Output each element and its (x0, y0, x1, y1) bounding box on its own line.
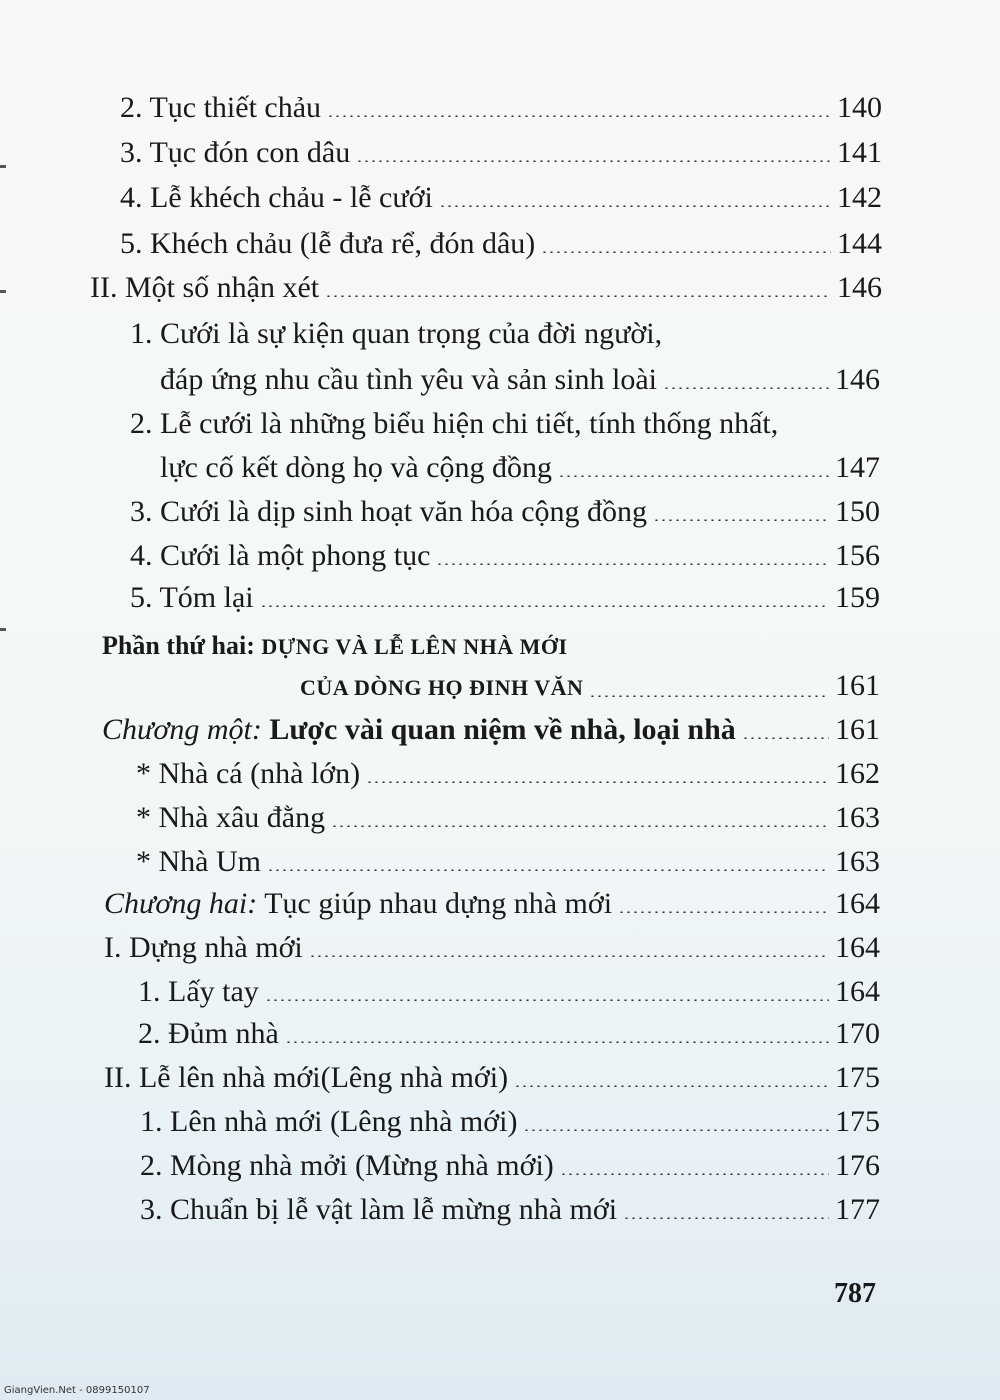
toc-entry-label: I. Dựng nhà mới (104, 931, 303, 964)
toc-entry-label: 5. Khéch chảu (lễ đưa rể, đón dâu) (120, 227, 536, 260)
dot-leader (356, 160, 831, 162)
dot-leader (653, 519, 829, 521)
toc-entry (120, 135, 882, 171)
toc-entry-label-line1: 2. Lễ cưới là những biểu hiện chi tiết, tính thống nhất, (130, 407, 779, 440)
toc-entry (130, 580, 880, 616)
dot-leader (267, 869, 829, 871)
dot-leader (331, 825, 829, 827)
toc-entry (102, 712, 880, 748)
toc-entry (138, 974, 880, 1010)
toc-entry (130, 494, 880, 530)
toc-entry (104, 930, 880, 966)
dot-leader (366, 781, 829, 783)
dot-leader (265, 999, 829, 1001)
dot-leader (327, 115, 831, 117)
toc-page-number: 163 (835, 801, 880, 834)
dot-leader (260, 605, 829, 607)
toc-page-number: 142 (837, 181, 882, 214)
toc-entry (90, 270, 882, 306)
toc-page-number: 146 (835, 363, 880, 396)
toc-entry-label: 2. Tục thiết chảu (120, 91, 322, 124)
toc-entry-label: lực cố kết dòng họ và cộng đồng (160, 451, 553, 484)
dot-leader (663, 387, 829, 389)
dot-leader (618, 911, 829, 913)
toc-page-number: 164 (835, 975, 880, 1008)
toc-page-number: 163 (835, 845, 880, 878)
toc-entry-label (102, 712, 736, 748)
part-heading (102, 628, 568, 665)
dot-leader (325, 295, 831, 297)
toc-entry-label: 4. Cưới là một phong tục (130, 539, 431, 572)
part-title-line1: DỰNG VÀ LỄ LÊN NHÀ MỚI (261, 634, 568, 659)
toc-entry-label-line1: 1. Cưới là sự kiện quan trọng của đời người, (130, 317, 663, 350)
toc-page-number: 140 (837, 91, 882, 124)
dot-leader (439, 205, 831, 207)
dot-leader (742, 737, 829, 739)
toc-page-number: 161 (835, 713, 880, 746)
dot-leader (541, 251, 831, 253)
toc-entry (138, 1016, 880, 1052)
toc-page-number: 147 (835, 451, 880, 484)
dot-leader (523, 1129, 829, 1131)
toc-entry-label: II. Lễ lên nhà mới(Lêng nhà mới) (104, 1061, 509, 1094)
toc-entry-label: 2. Mòng nhà mởi (Mừng nhà mới) (140, 1149, 554, 1182)
part-prefix: Phần thứ hai: (102, 631, 255, 660)
toc-page-number: 175 (835, 1061, 880, 1094)
toc-page-number: 170 (835, 1017, 880, 1050)
toc-page-number: 176 (835, 1149, 880, 1182)
toc-entry-label: 1. Lên nhà mới (Lêng nhà mới) (140, 1105, 518, 1138)
dot-leader (589, 695, 829, 697)
toc-entry-label: 4. Lễ khéch chảu - lễ cưới (120, 181, 433, 214)
toc-entry-label: 3. Cưới là dịp sinh hoạt văn hóa cộng đồng (130, 495, 648, 528)
toc-page-number: 164 (835, 931, 880, 964)
toc-page-number: 141 (837, 136, 882, 169)
page-number-footer: 787 (834, 1278, 876, 1309)
toc-entry-label (104, 886, 612, 922)
toc-entry (136, 844, 880, 880)
chapter-title: Tục giúp nhau dựng nhà mới (264, 887, 613, 920)
toc-entry-label: đáp ứng nhu cầu tình yêu và sản sinh loài (160, 363, 657, 396)
toc-entry-label: 1. Lấy tay (138, 975, 259, 1008)
toc-entry (140, 1104, 880, 1140)
watermark: GiangVien.Net - 0899150107 (4, 1385, 150, 1396)
toc-entry (140, 1148, 880, 1184)
dot-leader (285, 1041, 829, 1043)
toc-entry (104, 886, 880, 922)
toc-entry (160, 450, 880, 486)
toc-entry (104, 1060, 880, 1096)
toc-entry (120, 180, 882, 216)
toc-page-number: 150 (835, 495, 880, 528)
toc-entry (300, 668, 880, 706)
toc-entry-label: 5. Tóm lại (130, 581, 254, 614)
toc-entry (120, 226, 882, 262)
toc-entry-label: 3. Chuẩn bị lễ vật làm lễ mừng nhà mới (140, 1193, 618, 1226)
toc-entry-label: * Nhà Um (136, 845, 261, 878)
toc-page-number: 162 (835, 757, 880, 790)
chapter-prefix: Chương một: (102, 713, 262, 746)
part-title-line2: CỦA DÒNG HỌ ĐINH VĂN (300, 675, 584, 700)
toc-entry (120, 90, 882, 126)
dot-leader (309, 955, 829, 957)
toc-entry-label: * Nhà cá (nhà lớn) (136, 757, 361, 790)
toc-page-number: 156 (835, 539, 880, 572)
chapter-title: Lược vài quan niệm về nhà, loại nhà (269, 713, 736, 746)
toc-page-number: 146 (837, 271, 882, 304)
dot-leader (560, 1173, 829, 1175)
toc-entry (136, 756, 880, 792)
toc-entry (130, 538, 880, 574)
toc-entry-label: 2. Đủm nhà (138, 1017, 279, 1050)
toc-page-number: 177 (835, 1193, 880, 1226)
binding-mark (0, 628, 6, 631)
toc-entry-label: II. Một số nhận xét (90, 271, 320, 304)
dot-leader (436, 563, 829, 565)
toc-entry (140, 1192, 880, 1228)
binding-mark (0, 165, 6, 168)
dot-leader (514, 1085, 829, 1087)
toc-entry-label: * Nhà xâu đằng (136, 801, 326, 834)
toc-page-number: 161 (835, 669, 880, 702)
toc-page-number: 159 (835, 581, 880, 614)
binding-mark (0, 290, 6, 293)
chapter-prefix: Chương hai: (104, 887, 258, 920)
dot-leader (558, 475, 829, 477)
toc-page-number: 144 (837, 227, 882, 260)
dot-leader (623, 1217, 829, 1219)
toc-page-number: 175 (835, 1105, 880, 1138)
toc-entry (160, 362, 880, 398)
toc-entry (136, 800, 880, 836)
toc-page-number: 164 (835, 887, 880, 920)
toc-entry-label: 3. Tục đón con dâu (120, 136, 351, 169)
